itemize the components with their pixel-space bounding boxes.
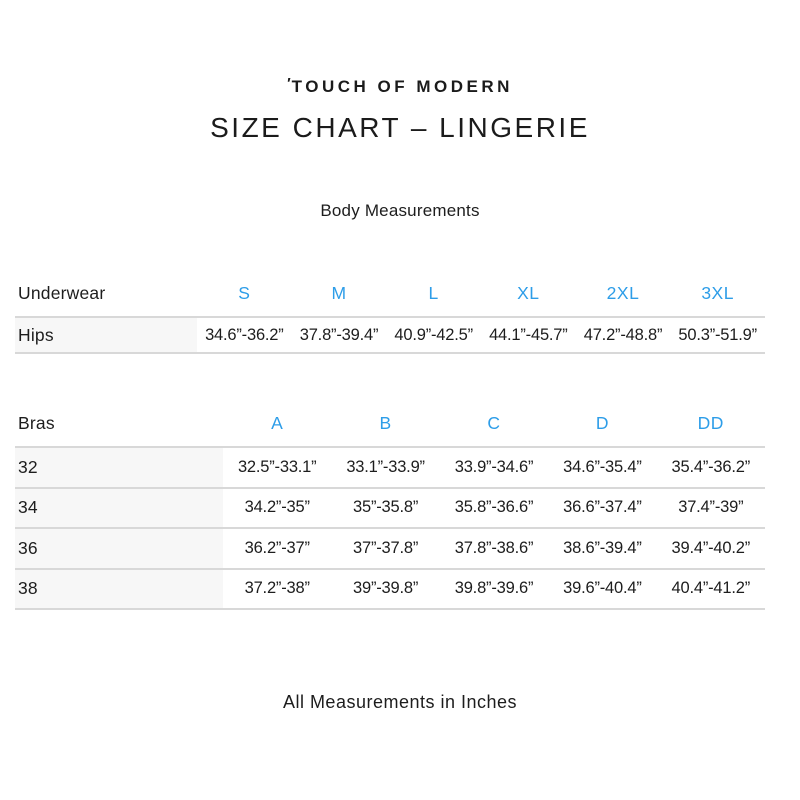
body-measurements-subtitle: Body Measurements bbox=[320, 201, 480, 220]
measurement-cell: 44.1”-45.7” bbox=[489, 325, 568, 344]
measurement-cell: 34.2”-35” bbox=[244, 498, 310, 517]
logo-tick-mark: ′ bbox=[287, 75, 291, 92]
measurement-cell: 50.3”-51.9” bbox=[678, 325, 757, 344]
table-row-hips bbox=[15, 318, 765, 354]
size-header-2xl: 2XL bbox=[606, 282, 640, 303]
size-header-s: S bbox=[238, 282, 251, 303]
bras-size-table bbox=[15, 400, 765, 610]
measurement-cell: 36.6”-37.4” bbox=[563, 498, 642, 517]
measurement-cell: 35.4”-36.2” bbox=[671, 457, 751, 476]
measurement-cell: 39.4”-40.2” bbox=[671, 538, 751, 557]
row-label-32: 32 bbox=[15, 448, 223, 487]
measurement-cell: 32.5”-33.1” bbox=[237, 457, 317, 476]
measurement-cell: 37”-37.8” bbox=[353, 538, 419, 557]
cup-header-b: B bbox=[379, 412, 392, 433]
cup-header-c: C bbox=[487, 412, 501, 433]
measurement-cell: 39.8”-39.6” bbox=[454, 579, 534, 598]
underwear-size-table bbox=[15, 270, 765, 354]
measurement-cell: 38.6”-39.4” bbox=[563, 538, 642, 557]
measurement-cell: 35”-35.8” bbox=[353, 498, 419, 517]
measurement-cell: 47.2”-48.8” bbox=[583, 325, 663, 344]
table-row-32 bbox=[15, 448, 765, 489]
measurement-cell: 33.1”-33.9” bbox=[346, 457, 425, 476]
measurement-cell: 39.6”-40.4” bbox=[563, 579, 642, 598]
measurement-cell: 33.9”-34.6” bbox=[454, 457, 534, 476]
cup-header-dd: DD bbox=[697, 412, 724, 433]
logo-text: TOUCH OF MODERN bbox=[291, 77, 513, 96]
measurement-cell: 40.9”-42.5” bbox=[394, 325, 473, 344]
underwear-header-row bbox=[15, 270, 765, 318]
brand-logo bbox=[0, 77, 800, 97]
measurement-cell: 40.4”-41.2” bbox=[671, 579, 751, 598]
measurement-cell: 37.8”-39.4” bbox=[299, 325, 379, 344]
size-header-xl: XL bbox=[517, 282, 540, 303]
underwear-table-label: Underwear bbox=[18, 282, 106, 303]
measurement-cell: 34.6”-36.2” bbox=[205, 325, 284, 344]
table-row-36 bbox=[15, 529, 765, 570]
measurement-cell: 34.6”-35.4” bbox=[563, 457, 642, 476]
cup-header-d: D bbox=[595, 412, 609, 433]
cup-header-a: A bbox=[271, 412, 284, 433]
table-row-34 bbox=[15, 489, 765, 530]
row-label-34: 34 bbox=[15, 489, 223, 528]
measurement-cell: 39”-39.8” bbox=[353, 579, 419, 598]
size-header-l: L bbox=[428, 282, 439, 303]
row-label-hips: Hips bbox=[15, 318, 197, 352]
size-header-m: M bbox=[331, 282, 347, 303]
bras-table-label: Bras bbox=[18, 412, 55, 433]
measurement-cell: 37.4”-39” bbox=[678, 498, 744, 517]
size-header-3xl: 3XL bbox=[701, 282, 734, 303]
measurement-cell: 36.2”-37” bbox=[244, 538, 310, 557]
page-title: SIZE CHART – LINGERIE bbox=[210, 112, 590, 143]
measurement-cell: 37.2”-38” bbox=[244, 579, 310, 598]
row-label-36: 36 bbox=[15, 529, 223, 568]
measurement-cell: 37.8”-38.6” bbox=[454, 538, 534, 557]
row-label-38: 38 bbox=[15, 570, 223, 609]
measurement-cell: 35.8”-36.6” bbox=[454, 498, 534, 517]
footer-note: All Measurements in Inches bbox=[282, 692, 518, 712]
bras-header-row bbox=[15, 400, 765, 448]
table-row-38 bbox=[15, 570, 765, 611]
